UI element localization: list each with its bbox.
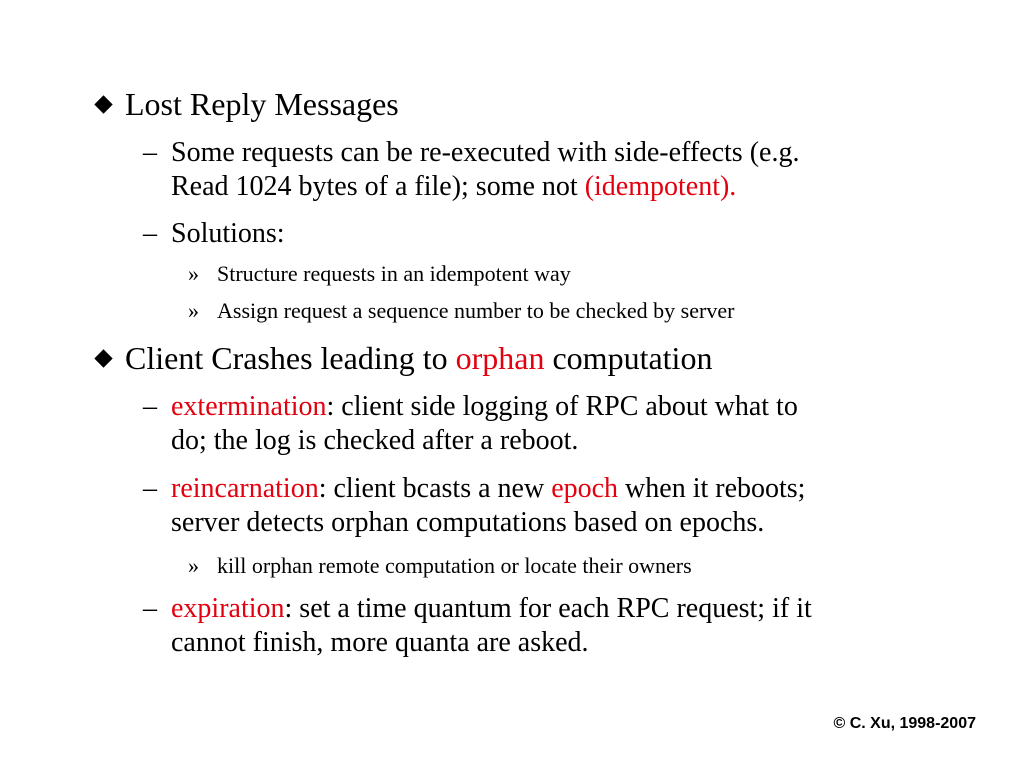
copyright-footer: © C. Xu, 1998-2007 — [833, 715, 976, 732]
raquo-marker: » — [188, 553, 199, 578]
subitem-reincarnation-line1 — [171, 472, 805, 506]
subitem-extermination-line2: do; the log is checked after a reboot. — [171, 425, 579, 456]
kill-orphan-item: kill orphan remote computation or locate their owners — [217, 553, 692, 578]
solution-structure-requests: Structure requests in an idempotent way — [217, 261, 571, 286]
diamond-bullet-icon — [94, 349, 112, 367]
raquo-marker: » — [188, 298, 199, 323]
dash-marker: – — [143, 593, 157, 624]
subitem-expiration-line1 — [171, 592, 812, 626]
extermination-term: extermination — [171, 391, 327, 422]
dash-marker: – — [143, 391, 157, 422]
subitem-side-effects-line2 — [171, 170, 736, 204]
subitem-side-effects-text: Read 1024 bytes of a file); some not — [171, 171, 585, 202]
bullet-lost-reply-messages: Lost Reply Messages — [125, 86, 399, 122]
reincarnation-text-rest: when it reboots; — [618, 473, 806, 504]
dash-marker: – — [143, 473, 157, 504]
dash-marker: – — [143, 218, 157, 249]
subitem-reincarnation-line2: server detects orphan computations based on epochs. — [171, 507, 765, 538]
solution-sequence-number: Assign request a sequence number to be checked by server — [217, 298, 735, 323]
subitem-solutions: Solutions: — [171, 218, 285, 249]
expiration-text: : set a time quantum for each RPC request; if it — [284, 593, 812, 624]
bullet-client-crashes — [125, 340, 712, 376]
subitem-side-effects-line1: Some requests can be re-executed with side-effects (e.g. — [171, 137, 800, 168]
raquo-marker: » — [188, 261, 199, 286]
extermination-text: : client side logging of RPC about what to — [326, 391, 798, 422]
expiration-term: expiration — [171, 593, 285, 624]
client-crashes-text: Client Crashes leading to — [125, 340, 456, 376]
dash-marker: – — [143, 137, 157, 168]
idempotent-highlight: (idempotent). — [584, 171, 737, 202]
orphan-highlight: orphan — [455, 340, 545, 376]
diamond-bullet-icon — [94, 95, 112, 113]
epoch-term: epoch — [551, 473, 619, 504]
reincarnation-text: : client bcasts a new — [318, 473, 552, 504]
computation-text: computation — [544, 340, 713, 376]
reincarnation-term: reincarnation — [171, 473, 319, 504]
subitem-expiration-line2: cannot finish, more quanta are asked. — [171, 627, 589, 658]
subitem-extermination-line1 — [171, 390, 798, 424]
